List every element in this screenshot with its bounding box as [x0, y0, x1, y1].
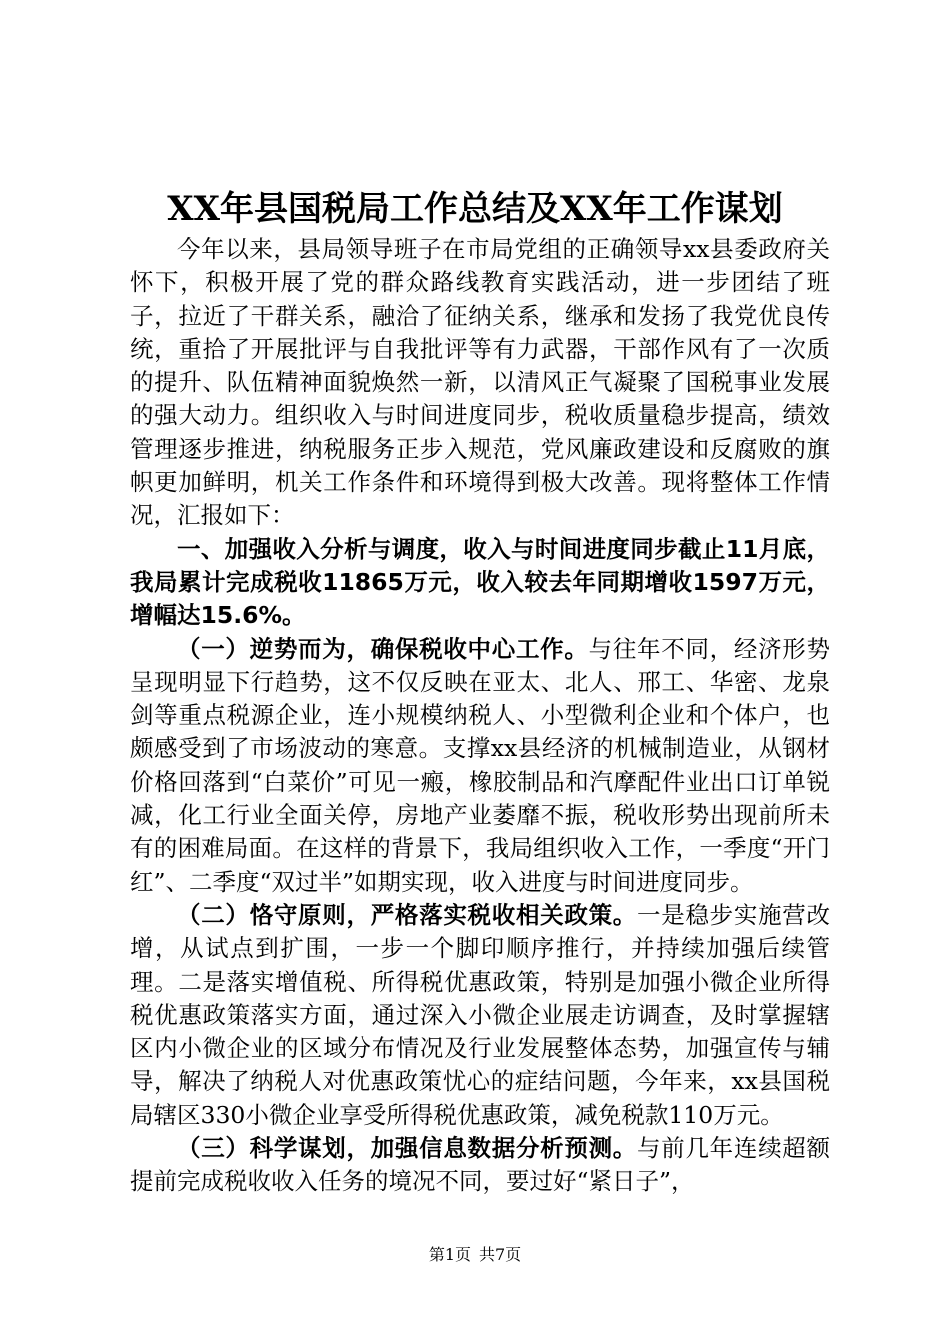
subsection-paragraph-2 — [130, 899, 830, 1132]
subsection-paragraph-3 — [130, 1132, 830, 1199]
document-body — [130, 233, 830, 1199]
paragraph-text: 与往年不同，经济形势呈现明显下行趋势，这不仅反映在亚太、北人、邢工、华密、龙泉剑等重点税源企业，连小规模纳税人、小型微利企业和个体户，也颇感受到了市场波动的寒意。支撑xx县经济的机械制造业，从钢材价格回落到“白菜价”可见一瘢，橡胶制品和汽摩配件业出口订单锐减，化工行业全面关停，房地产业萎靡不振，税收形势出现前所未有的困难局面。在这样的背景下，我局组织收入工作，一季度“开门红”、二季度“双过半”如期实现，收入进度与时间进度同步。 — [130, 634, 831, 896]
paragraph-text: 一、加强收入分析与调度，收入与时间进度同步截止11月底，我局累计完成税收11865万元，收入较去年同期增收1597万元，增幅达15.6%。 — [130, 534, 830, 630]
paragraph-text: 今年以来，县局领导班子在市局党组的正确领导xx县委政府关怀下，积极开展了党的群众路线教育实践活动，进一步团结了班子，拉近了干群关系，融洽了征纳关系，继承和发扬了我党优良传统，重拾了开展批评与自我批评等有力武器，干部作风有了一次质的提升、队伍精神面貌焕然一新，以清风正气凝聚了国税事业发展的强大动力。组织收入与时间进度同步，税收质量稳步提高，绩效管理逐步推进，纳税服务正步入规范，党风廉政建设和反腐败的旗帜更加鲜明，机关工作条件和环境得到极大改善。现将整体工作情况，汇报如下： — [130, 235, 830, 530]
page-number: 第1页 — [428, 1245, 471, 1264]
intro-paragraph — [130, 233, 830, 533]
subsection-heading: （三）科学谋划，加强信息数据分析预测。 — [177, 1134, 638, 1163]
document-title: XX年县国税局工作总结及XX年工作谋划 — [167, 189, 783, 229]
page-footer — [0, 1244, 950, 1266]
section-heading-1 — [130, 533, 830, 633]
paragraph-text: 与前几年连续超额提前完成税收收入任务的境况不同，要过好“紧日子”， — [130, 1134, 831, 1196]
subsection-paragraph-1 — [130, 633, 830, 899]
page-total: 共7页 — [479, 1245, 522, 1264]
subsection-heading: （一）逆势而为，确保税收中心工作。 — [177, 634, 589, 663]
subsection-heading: （二）恪守原则，严格落实税收相关政策。 — [177, 900, 638, 929]
paragraph-text: 一是稳步实施营改增，从试点到扩围，一步一个脚印顺序推行，并持续加强后续管理。二是落实增值税、所得税优惠政策，特别是加强小微企业所得税优惠政策落实方面，通过深入小微企业展走访调查，及时掌握辖区内小微企业的区域分布情况及行业发展整体态势，加强宣传与辅导，解决了纳税人对优惠政策忧心的症结问题，今年来，xx县国税局辖区330小微企业享受所得税优惠政策，减免税款110万元。 — [130, 900, 831, 1129]
